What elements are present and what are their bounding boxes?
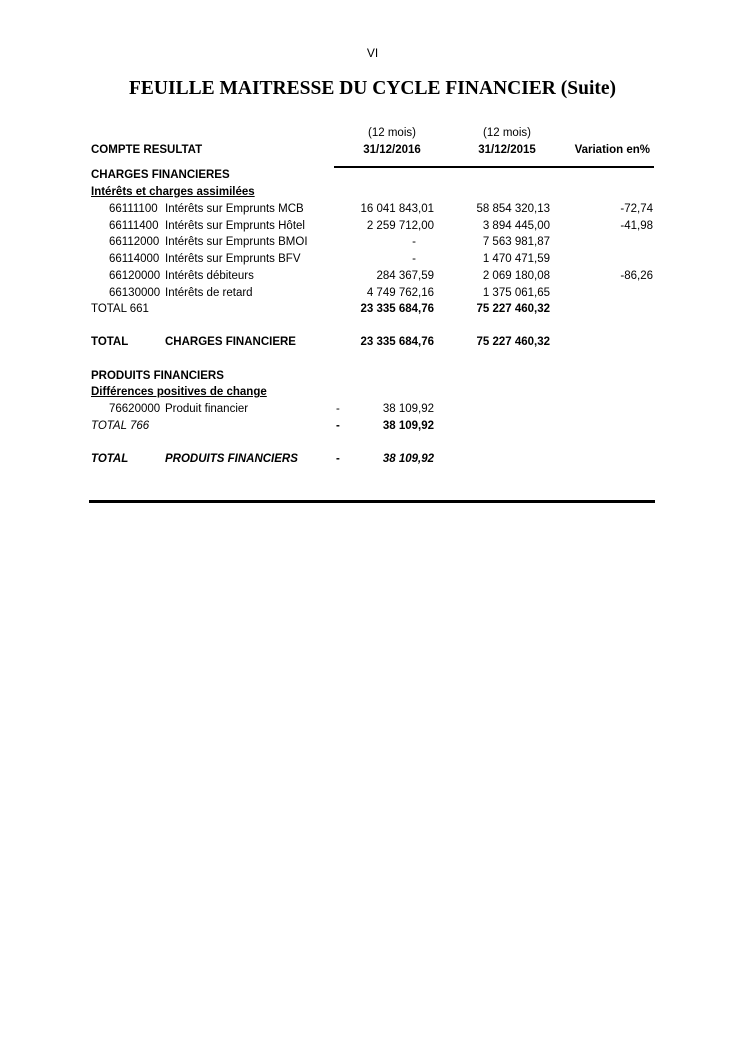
charges-row-code: 66112000 [109, 236, 160, 249]
produits-total-label: TOTAL [91, 453, 129, 465]
page-number: VI [366, 46, 379, 60]
col-2016-period: (12 mois) [368, 127, 416, 139]
col-2015-date: 31/12/2015 [478, 144, 536, 156]
charges-row-label: Intérêts sur Emprunts BMOI [165, 236, 308, 249]
charges-total-name: CHARGES FINANCIERE [165, 336, 296, 348]
charges-row-2016: 16 041 843,01 [360, 203, 434, 215]
produits-total-2016: 38 109,92 [382, 453, 434, 465]
charges-total-label: TOTAL [91, 336, 129, 348]
produits-subtotal-2016: 38 109,92 [382, 420, 434, 432]
section-label-compte-resultat: COMPTE RESULTAT [91, 144, 203, 156]
charges-row-2015: 1 470 471,59 [482, 253, 550, 266]
charges-total-2015: 75 227 460,32 [476, 336, 550, 348]
produits-subtotal-dash: - [336, 420, 340, 432]
charges-subtotal-2016: 23 335 684,76 [360, 303, 434, 315]
produits-row-dash: - [336, 403, 340, 415]
charges-row-label: Intérêts sur Emprunts BFV [165, 253, 301, 266]
charges-row-2016: - [412, 236, 416, 249]
col-2016-date: 31/12/2016 [363, 144, 421, 156]
charges-row-code: 66111400 [109, 219, 159, 232]
page-title: FEUILLE MAITRESSE DU CYCLE FINANCIER (Suite) [128, 78, 617, 99]
charges-subsection-title: Intérêts et charges assimilées [91, 186, 255, 198]
produits-subsection-title: Différences positives de change [91, 386, 267, 398]
charges-subtotal-2015: 75 227 460,32 [476, 303, 550, 315]
produits-row-2016: 38 109,92 [382, 403, 434, 415]
header-rule [334, 166, 654, 168]
charges-subtotal-label: TOTAL 661 [91, 303, 149, 315]
produits-total-dash: - [336, 453, 340, 465]
charges-row-2015: 58 854 320,13 [476, 203, 550, 215]
charges-row-2016: 4 749 762,16 [366, 286, 434, 299]
charges-row-2015: 1 375 061,65 [482, 286, 550, 299]
charges-row-label: Intérêts débiteurs [165, 269, 254, 282]
charges-row-2015: 3 894 445,00 [482, 219, 550, 232]
charges-row-code: 66130000 [109, 286, 161, 299]
produits-total-name: PRODUITS FINANCIERS [165, 453, 298, 465]
charges-row-code: 66120000 [109, 269, 161, 282]
charges-row-label: Intérêts sur Emprunts MCB [165, 203, 304, 215]
charges-row-label: Intérêts sur Emprunts Hôtel [165, 219, 305, 232]
charges-section-title: CHARGES FINANCIERES [91, 169, 230, 181]
charges-row-2016: 284 367,59 [376, 269, 434, 282]
charges-row-code: 66114000 [109, 253, 160, 266]
charges-row-2015: 7 563 981,87 [482, 236, 550, 249]
produits-row-code: 76620000 [109, 403, 161, 415]
charges-row-code: 66111100 [109, 203, 158, 215]
charges-row-variation: -86,26 [620, 269, 653, 282]
charges-row-label: Intérêts de retard [165, 286, 253, 299]
col-variation: Variation en% [574, 144, 650, 156]
charges-row-2015: 2 069 180,08 [482, 269, 550, 282]
charges-row-variation: -41,98 [620, 219, 653, 232]
charges-row-2016: - [412, 253, 416, 266]
bottom-rule [89, 500, 655, 503]
charges-total-2016: 23 335 684,76 [360, 336, 434, 348]
charges-row-variation: -72,74 [620, 203, 653, 215]
produits-row-label: Produit financier [165, 403, 249, 415]
charges-row-2016: 2 259 712,00 [366, 219, 434, 232]
col-2015-period: (12 mois) [483, 127, 531, 139]
produits-subtotal-label: TOTAL 766 [91, 420, 150, 432]
produits-section-title: PRODUITS FINANCIERS [91, 370, 224, 382]
